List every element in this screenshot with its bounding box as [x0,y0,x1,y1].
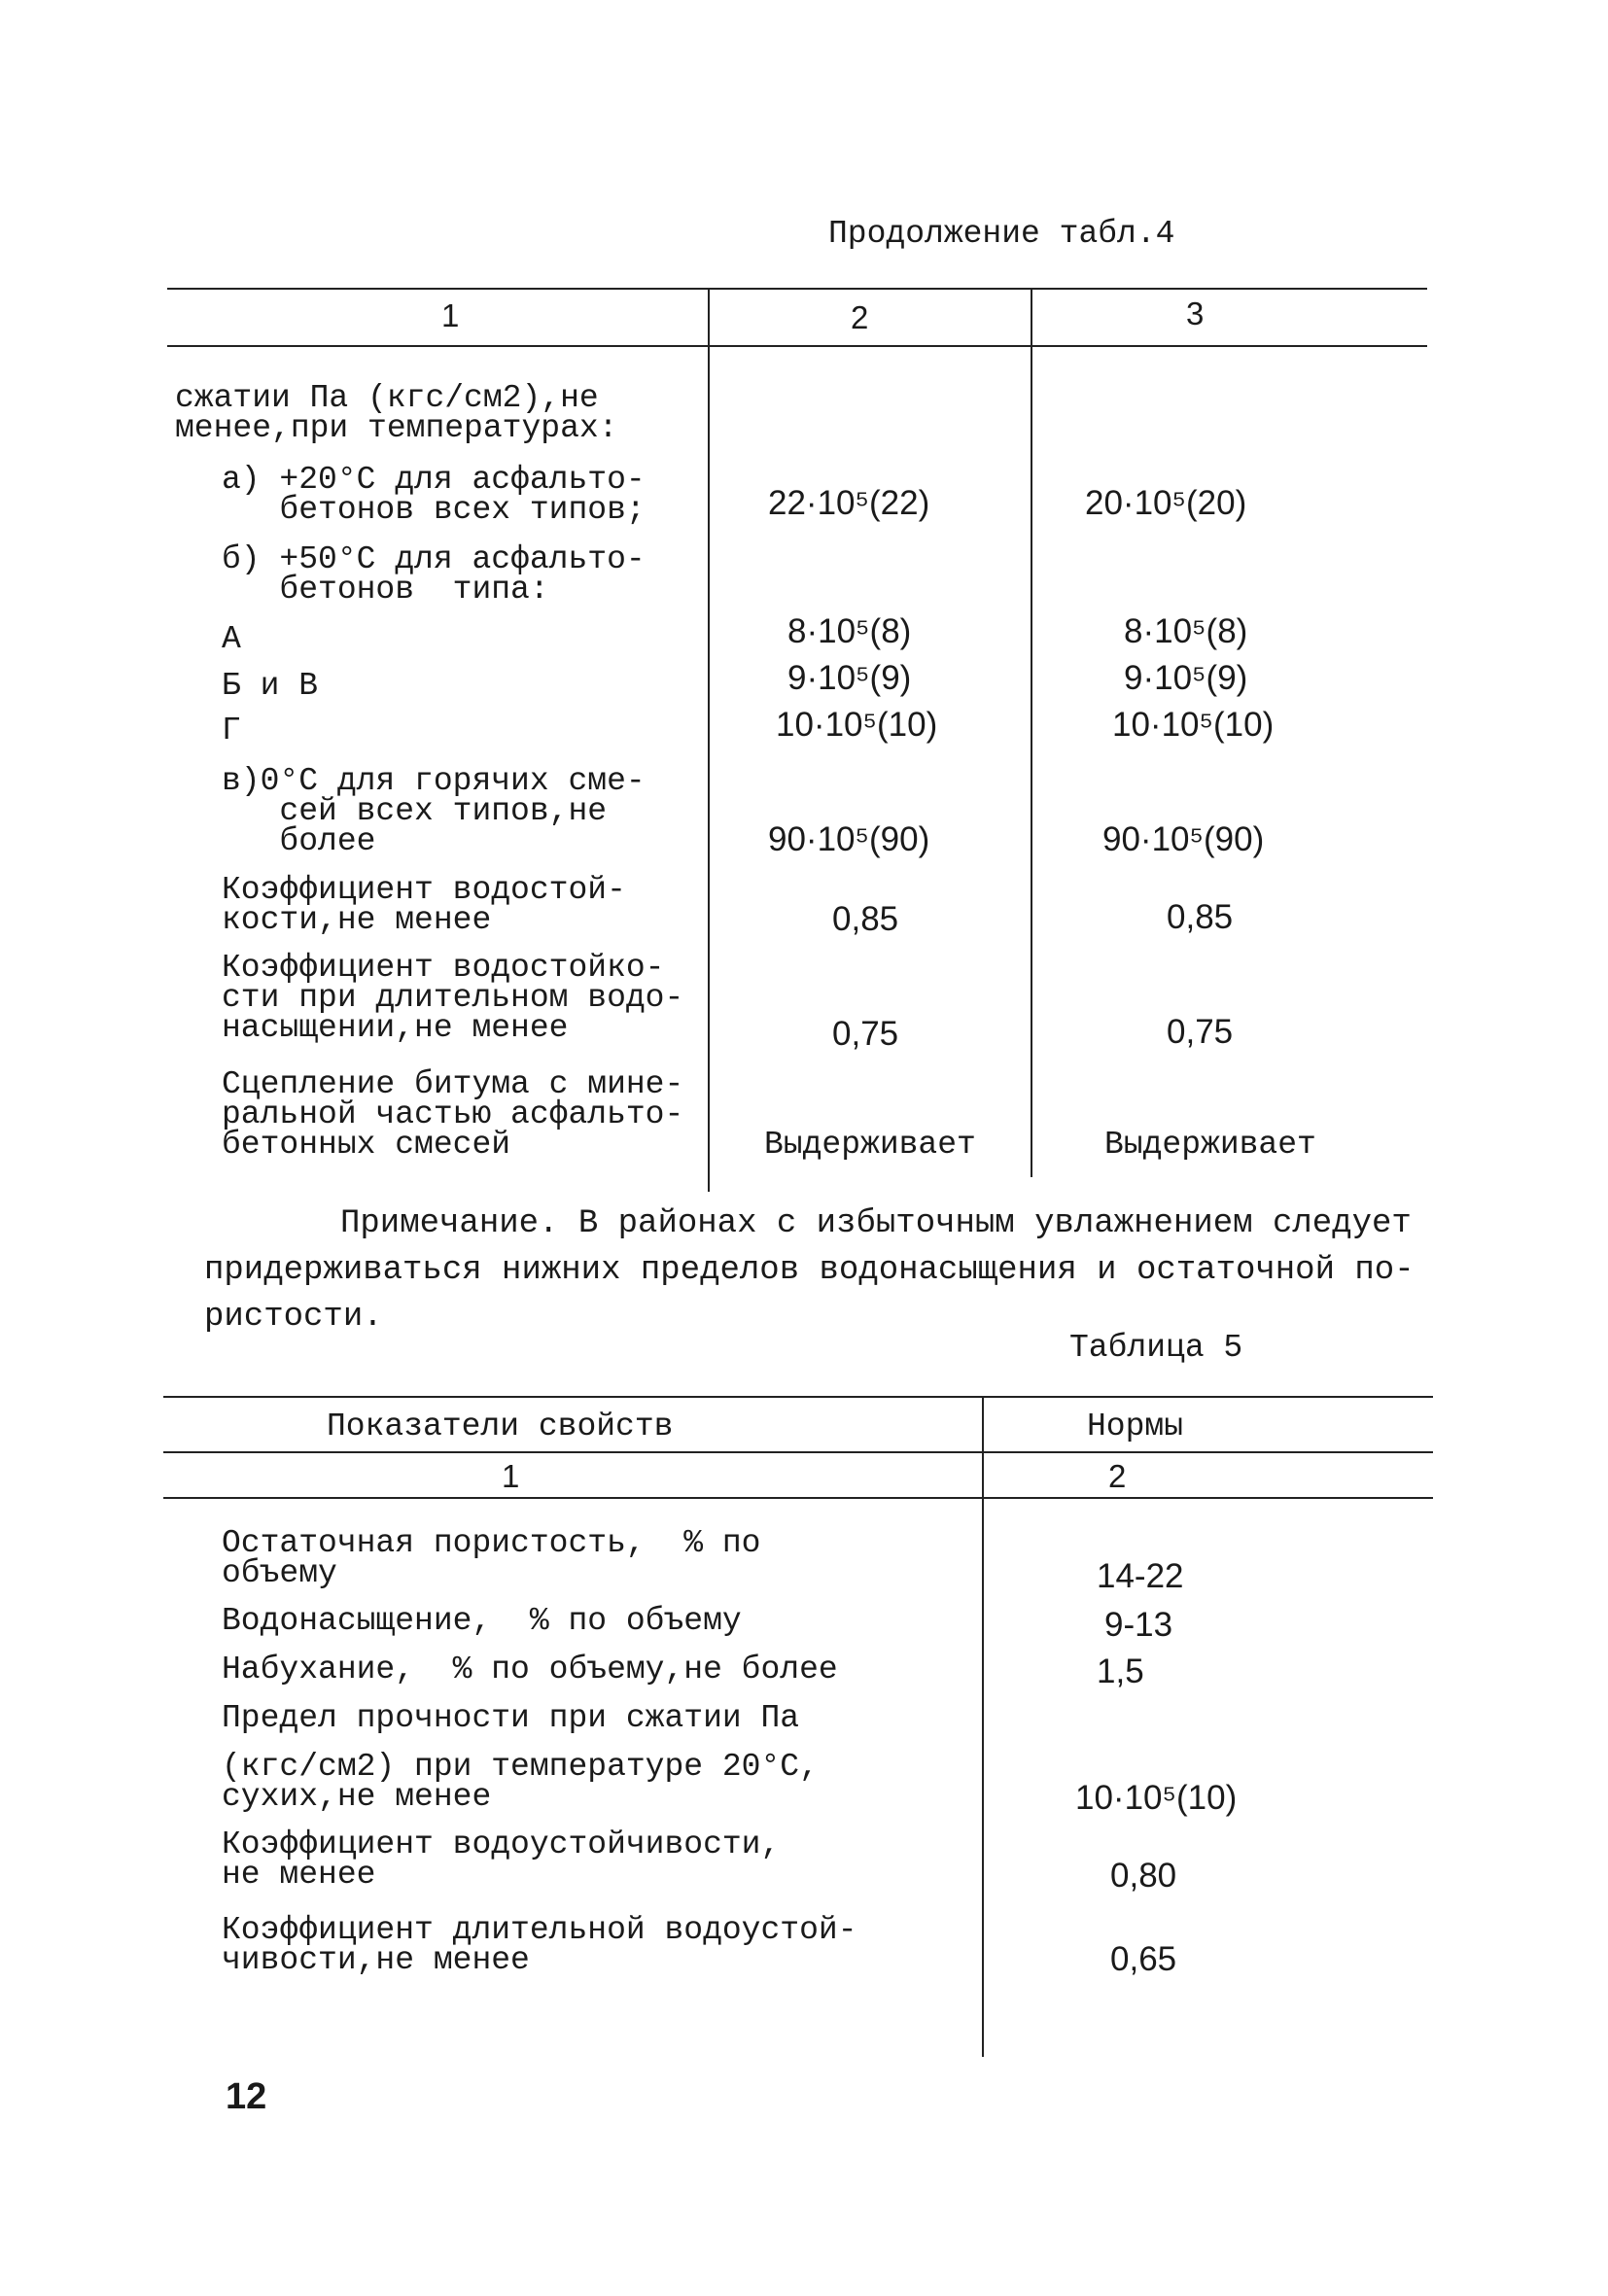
table4-row-label: сжатии Па (кгс/см2),не менее,при температурах: [175,380,618,446]
table5-value: 1,5 [1097,1652,1144,1690]
page-number: 12 [226,2076,267,2117]
table5-col-divider [982,1396,984,2057]
table4-value-col3: 8·10⁵(8) [1124,612,1248,650]
note-line-2: придерживаться нижних пределов водонасыщения и остаточной по- [204,1252,1415,1289]
table5-header-rule [163,1497,1433,1499]
table5-row-label: Водонасыщение, % по объему [222,1603,742,1639]
table4-value-col3: 0,85 [1167,898,1234,936]
table5-row-label: Предел прочности при сжатии Па [222,1700,800,1736]
table5-value: 14-22 [1097,1557,1184,1595]
table4-row-label: Б и В [222,668,319,704]
table5-col2-title: Нормы [1087,1409,1184,1444]
table5-col2-number: 2 [1108,1458,1127,1494]
table5-value: 10·10⁵(10) [1075,1779,1238,1817]
table4-value-col2: 22·10⁵(22) [768,484,930,522]
table4-row-label: в)0°С для горячих сме- сей всех типов,не более [222,763,646,859]
table4-value-col2: 10·10⁵(10) [776,706,938,744]
table4-value-col3: 10·10⁵(10) [1112,706,1275,744]
table4-header-rule [167,345,1427,347]
table4-top-rule [167,288,1427,290]
table4-value-col2: Выдерживает [764,1127,976,1163]
table4-col-divider-1 [708,288,710,1192]
table4-row-label: Г [222,713,241,748]
table4-row-label: Коэффициент водостойко- сти при длительном водо- насыщении,не менее [222,950,684,1046]
table4-value-col2: 90·10⁵(90) [768,820,930,858]
table4-value-col3: 0,75 [1167,1013,1234,1051]
table4-value-col2: 8·10⁵(8) [787,612,912,650]
table5-caption: Таблица 5 [1069,1330,1243,1366]
table4-value-col2: 9·10⁵(9) [787,659,912,697]
table4-caption: Продолжение табл.4 [828,216,1175,252]
table5-row-label: Набухание, % по объему,не более [222,1652,838,1687]
table5-row-label: Коэффициент длительной водоустой- чивости,не менее [222,1912,857,1978]
table5-value: 0,80 [1110,1857,1177,1895]
table4-row-label: А [222,621,241,657]
table4-row-label: б) +50°С для асфальто- бетонов типа: [222,541,646,608]
table5-row-label: (кгс/см2) при температуре 20°С, сухих,не менее [222,1749,819,1815]
table4-row-label: Сцепление битума с мине- ральной частью асфальто- бетонных смесей [222,1066,684,1163]
table5-value: 9-13 [1104,1606,1173,1644]
note-line-3: ристости. [204,1299,383,1336]
table5-row-label: Коэффициент водоустойчивости, не менее [222,1826,781,1893]
table4-row-label: Коэффициент водостой- кости,не менее [222,872,626,938]
table4-header-col2: 2 [851,299,869,335]
table5-col1-number: 1 [502,1458,520,1494]
table5-col1-title: Показатели свойств [327,1409,674,1444]
table4-value-col2: 0,85 [832,900,899,938]
table4-value-col3: 90·10⁵(90) [1102,820,1265,858]
table4-row-label: а) +20°С для асфальто- бетонов всех типов; [222,462,646,528]
table4-col-divider-2 [1031,288,1032,1177]
table4-value-col2: 0,75 [832,1015,899,1053]
note-line-1: Примечание. В районах с избыточным увлажнением следует [340,1205,1412,1242]
table4-header-col3: 3 [1186,296,1205,331]
table4-value-col3: 20·10⁵(20) [1085,484,1247,522]
table5-top-rule [163,1396,1433,1398]
table4-header-col1: 1 [441,297,460,333]
table5-value: 0,65 [1110,1940,1177,1978]
table4-value-col3: 9·10⁵(9) [1124,659,1248,697]
table4-value-col3: Выдерживает [1104,1127,1316,1163]
table5-row-label: Остаточная пористость, % по объему [222,1525,761,1591]
table5-title-rule [163,1451,1433,1453]
